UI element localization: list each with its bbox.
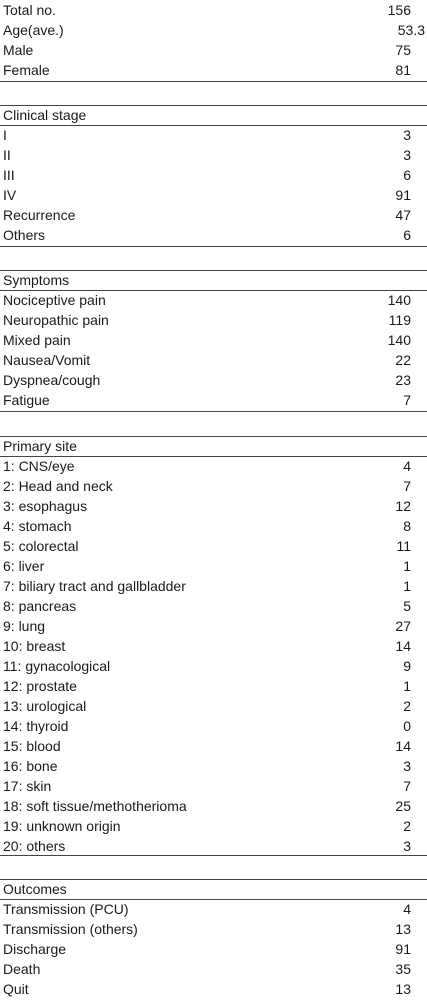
section-title: Outcomes	[3, 881, 67, 897]
table-row	[0, 290, 427, 310]
table-row	[0, 756, 427, 776]
table-row	[0, 185, 427, 205]
row-label: 14: thyroid	[3, 718, 69, 734]
row-value: 4	[403, 458, 411, 474]
row-label: Recurrence	[3, 207, 76, 223]
divider	[0, 899, 427, 900]
row-value: 140	[387, 292, 411, 308]
row-label: 11: gynacological	[3, 658, 111, 674]
row-value: 3	[403, 838, 411, 854]
section-header	[0, 105, 427, 125]
section-header	[0, 270, 427, 290]
row-label: 3: esophagus	[3, 498, 88, 514]
table-row	[0, 676, 427, 696]
table-row	[0, 20, 427, 40]
row-value: 2	[403, 698, 411, 714]
row-label: Total no.	[3, 2, 56, 18]
row-value: 3	[403, 758, 411, 774]
section-title: Clinical stage	[3, 107, 87, 123]
row-label: 9: lung	[3, 618, 46, 634]
row-label: Death	[3, 961, 41, 977]
table-row	[0, 716, 427, 736]
row-label: Transmission (others)	[3, 921, 138, 937]
row-value: 119	[388, 312, 411, 328]
row-label: 15: blood	[3, 738, 61, 754]
row-value: 11	[396, 538, 411, 554]
row-value: 0	[403, 718, 411, 734]
divider	[0, 81, 427, 82]
row-label: Nausea/Vomit	[3, 352, 91, 368]
row-label: 13: urological	[3, 698, 87, 714]
table-row	[0, 836, 427, 856]
row-value: 47	[395, 207, 411, 223]
row-label: Nociceptive pain	[3, 292, 106, 308]
row-label: 16: bone	[3, 758, 58, 774]
row-label: Female	[3, 62, 50, 78]
row-value: 1	[403, 578, 411, 594]
divider	[0, 411, 427, 412]
row-value: 22	[395, 352, 411, 368]
row-value: 3	[403, 127, 411, 143]
row-label: Discharge	[3, 941, 67, 957]
row-label: Age(ave.)	[3, 22, 64, 38]
row-value: 81	[395, 62, 411, 78]
row-label: Quit	[3, 981, 29, 997]
row-value: 2	[403, 818, 411, 834]
row-value: 9	[403, 658, 411, 674]
table-row	[0, 60, 427, 80]
divider	[0, 855, 427, 856]
row-value: 1	[403, 678, 411, 694]
row-value: 8	[403, 518, 411, 534]
row-value: 1	[403, 558, 411, 574]
row-label: 7: biliary tract and gallbladder	[3, 578, 186, 594]
row-label: III	[3, 167, 15, 183]
row-label: IV	[3, 187, 17, 203]
row-value: 91	[395, 941, 411, 957]
table-row	[0, 40, 427, 60]
divider	[0, 290, 427, 291]
row-label: II	[3, 147, 11, 163]
table-row	[0, 536, 427, 556]
table-row	[0, 736, 427, 756]
row-label: I	[3, 127, 7, 143]
row-label: Fatigue	[3, 392, 50, 408]
divider	[0, 125, 427, 126]
row-value: 25	[395, 798, 411, 814]
row-value: 23	[395, 372, 411, 388]
table-row	[0, 556, 427, 576]
symptoms-table	[0, 270, 427, 410]
row-value: 140	[387, 332, 411, 348]
row-value: 12	[395, 498, 411, 514]
table-row	[0, 496, 427, 516]
row-value: 75	[395, 42, 411, 58]
row-value: 13	[395, 921, 411, 937]
table-row	[0, 476, 427, 496]
row-label: Dyspnea/cough	[3, 372, 101, 388]
row-value: 27	[395, 618, 411, 634]
table-row	[0, 370, 427, 390]
row-label: Neuropathic pain	[3, 312, 109, 328]
summary-table	[0, 0, 427, 80]
divider	[0, 246, 427, 247]
table-row	[0, 616, 427, 636]
row-label: 4: stomach	[3, 518, 72, 534]
table-row	[0, 350, 427, 370]
row-label: 20: others	[3, 838, 66, 854]
table-row	[0, 576, 427, 596]
table-row	[0, 919, 427, 939]
row-label: Transmission (PCU)	[3, 901, 129, 917]
row-value: 156	[387, 2, 411, 18]
row-label: 6: liver	[3, 558, 45, 574]
outcomes-table	[0, 879, 427, 999]
table-row	[0, 939, 427, 959]
row-label: 18: soft tissue/methotherioma	[3, 798, 187, 814]
table-row	[0, 979, 427, 999]
row-label: 12: prostate	[3, 678, 77, 694]
row-label: Male	[3, 42, 34, 58]
section-header	[0, 436, 427, 456]
row-value: 7	[403, 478, 411, 494]
table-row	[0, 776, 427, 796]
row-value: 7	[403, 392, 411, 408]
row-value: 6	[403, 167, 411, 183]
table-row	[0, 310, 427, 330]
table-row	[0, 696, 427, 716]
table-row	[0, 959, 427, 979]
clinical-stage-table	[0, 105, 427, 245]
row-value: 7	[403, 778, 411, 794]
row-value: 53.3	[397, 22, 425, 38]
table-row	[0, 796, 427, 816]
table-row	[0, 125, 427, 145]
section-header	[0, 879, 427, 899]
row-value: 35	[395, 961, 411, 977]
row-label: Mixed pain	[3, 332, 71, 348]
row-label: Others	[3, 227, 46, 243]
row-label: 8: pancreas	[3, 598, 77, 614]
row-label: 1: CNS/eye	[3, 458, 75, 474]
table-row	[0, 636, 427, 656]
table-row	[0, 390, 427, 410]
row-label: 17: skin	[3, 778, 52, 794]
primary-site-table	[0, 436, 427, 856]
row-value: 6	[403, 227, 411, 243]
table-row	[0, 516, 427, 536]
table-row	[0, 225, 427, 245]
row-value: 5	[403, 598, 411, 614]
section-title: Primary site	[3, 438, 77, 454]
table-row	[0, 0, 427, 20]
table-row	[0, 205, 427, 225]
table-row	[0, 145, 427, 165]
row-value: 13	[395, 981, 411, 997]
table-row	[0, 816, 427, 836]
row-value: 3	[403, 147, 411, 163]
table-row	[0, 330, 427, 350]
table-row	[0, 596, 427, 616]
row-label: 5: colorectal	[3, 538, 79, 554]
row-value: 14	[395, 738, 411, 754]
divider	[0, 456, 427, 457]
table-row	[0, 656, 427, 676]
row-value: 4	[403, 901, 411, 917]
table-row	[0, 456, 427, 476]
row-value: 91	[395, 187, 411, 203]
section-title: Symptoms	[3, 272, 70, 288]
row-label: 19: unknown origin	[3, 818, 121, 834]
row-label: 2: Head and neck	[3, 478, 113, 494]
row-value: 14	[395, 638, 411, 654]
row-label: 10: breast	[3, 638, 66, 654]
table-row	[0, 899, 427, 919]
table-row	[0, 165, 427, 185]
